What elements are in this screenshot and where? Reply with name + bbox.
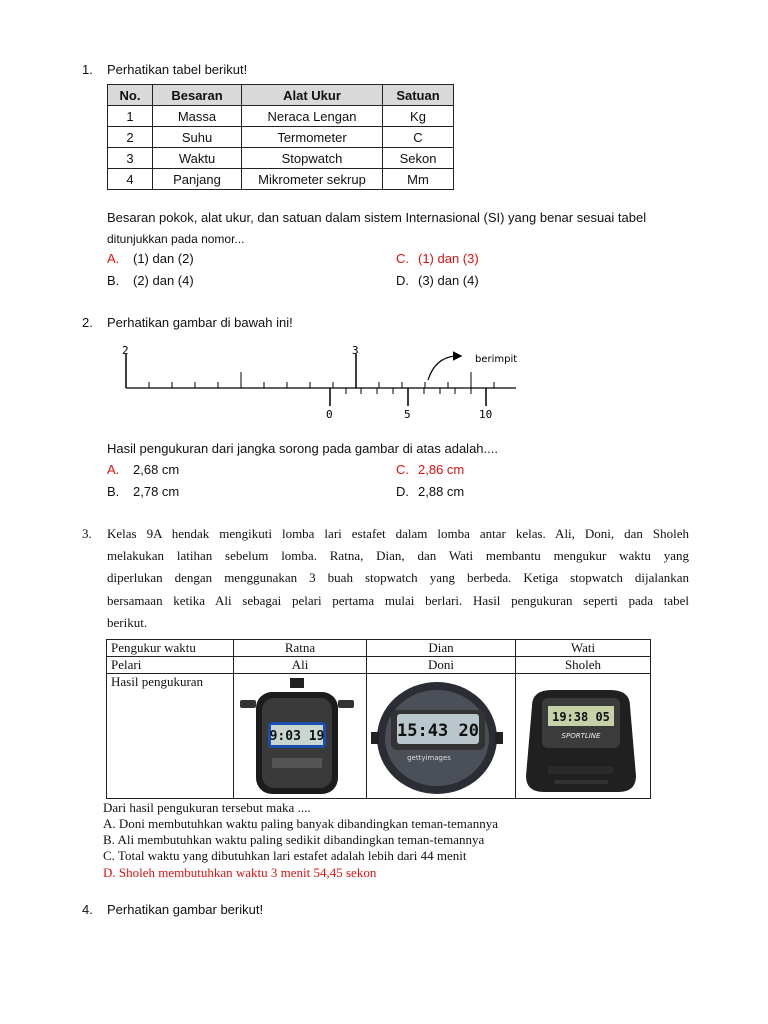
table-row	[108, 169, 454, 190]
q3-para-line: Kelas 9A hendak mengikuti lomba lari estafet dalam lomba antar kelas. Ali, Doni, dan Sholeh	[107, 526, 689, 541]
table-cell: Termometer	[242, 127, 383, 148]
runner-doni: Doni	[367, 657, 516, 674]
q2-number: 2.	[82, 315, 93, 330]
table-row	[107, 657, 651, 674]
display-dian: 15:43 20	[397, 721, 479, 741]
q3-option-c[interactable]: C. Total waktu yang dibutuhkan lari estafet adalah lebih dari 44 menit	[103, 848, 467, 863]
q3-lead: Dari hasil pengukuran tersebut maka ....	[103, 800, 311, 815]
vernier-caliper-diagram	[110, 340, 530, 424]
q2-option-c[interactable]: 2,86 cm	[418, 462, 465, 477]
q1-header-no: No.	[108, 85, 153, 106]
q1-number: 1.	[82, 62, 93, 77]
q1-option-d-letter[interactable]: D.	[396, 273, 409, 288]
q1-option-c-letter[interactable]: C.	[396, 251, 409, 266]
measurer-wati: Wati	[516, 640, 651, 657]
measurer-dian: Dian	[367, 640, 516, 657]
label-vernier-5: 5	[404, 408, 411, 421]
table-cell: 2	[108, 127, 153, 148]
label-berimpit: berimpit	[475, 354, 518, 365]
table-row	[108, 148, 454, 169]
table-cell: Panjang	[153, 169, 242, 190]
q1-question-line1: Besaran pokok, alat ukur, dan satuan dalam sistem Internasional (SI) yang benar sesuai tabel	[107, 210, 647, 225]
table-row	[108, 127, 454, 148]
label-vernier-0: 0	[326, 408, 333, 421]
q2-option-b-letter[interactable]: B.	[107, 484, 120, 499]
q1-table	[107, 84, 454, 190]
row-label-pengukur: Pengukur waktu	[107, 640, 234, 657]
q3-option-b[interactable]: B. Ali membutuhkan waktu paling sedikit dibandingkan teman-temannya	[103, 832, 485, 847]
q2-option-d[interactable]: 2,88 cm	[418, 484, 465, 499]
table-cell: Neraca Lengan	[242, 106, 383, 127]
q1-option-c[interactable]: (1) dan (3)	[418, 251, 479, 266]
row-label-pelari: Pelari	[107, 657, 234, 674]
table-cell: Waktu	[153, 148, 242, 169]
q1-question-line2: ditunjukkan pada nomor...	[107, 232, 245, 246]
measurer-ratna: Ratna	[234, 640, 367, 657]
q1-option-b-letter[interactable]: B.	[107, 273, 120, 288]
display-wati: 19:38 05	[552, 710, 610, 724]
runner-sholeh: Sholeh	[516, 657, 651, 674]
table-row	[108, 106, 454, 127]
q3-table	[106, 639, 651, 799]
brand-sportline: SPORTLINE	[561, 732, 601, 740]
q1-table-header	[108, 85, 454, 106]
table-cell: Kg	[383, 106, 454, 127]
table-cell: Mikrometer sekrup	[242, 169, 383, 190]
display-ratna: 9:03 19	[269, 729, 325, 744]
q3-number: 3.	[82, 526, 92, 541]
stopwatch-dian	[369, 676, 509, 800]
table-cell: Massa	[153, 106, 242, 127]
table-cell: 3	[108, 148, 153, 169]
q3-option-a[interactable]: A. Doni membutuhkan waktu paling banyak dibandingkan teman-temannya	[103, 816, 498, 831]
label-main-2: 2	[122, 344, 129, 357]
q2-option-a[interactable]: 2,68 cm	[133, 462, 180, 477]
berimpit-arrow	[428, 356, 455, 380]
q2-question: Hasil pengukuran dari jangka sorong pada gambar di atas adalah....	[107, 441, 498, 456]
runner-ali: Ali	[234, 657, 367, 674]
q2-option-a-letter[interactable]: A.	[107, 462, 120, 477]
q2-option-d-letter[interactable]: D.	[396, 484, 409, 499]
table-cell: Sekon	[383, 148, 454, 169]
q2-prompt: Perhatikan gambar di bawah ini!	[107, 315, 293, 330]
table-cell: Suhu	[153, 127, 242, 148]
label-main-3: 3	[352, 344, 359, 357]
q2-option-b[interactable]: 2,78 cm	[133, 484, 180, 499]
q3-para-line: berikut.	[107, 615, 148, 630]
table-cell: 4	[108, 169, 153, 190]
q1-prompt: Perhatikan tabel berikut!	[107, 62, 248, 77]
q2-option-c-letter[interactable]: C.	[396, 462, 409, 477]
stopwatch-cell-ratna	[234, 674, 367, 799]
label-vernier-10: 10	[479, 408, 493, 421]
q1-option-d[interactable]: (3) dan (4)	[418, 273, 479, 288]
q3-para-line: diperlukan dengan menggunakan 3 buah stopwatch yang berbeda. Ketiga stopwatch dijalankan	[107, 570, 689, 585]
q1-header-satuan: Satuan	[383, 85, 454, 106]
table-cell: Mm	[383, 169, 454, 190]
table-cell: Stopwatch	[242, 148, 383, 169]
q3-para-line: melakukan latihan sebelum lomba. Ratna, Dian, dan Wati membantu mengukur waktu yang	[107, 548, 689, 563]
table-row	[107, 674, 651, 799]
table-cell: C	[383, 127, 454, 148]
q1-header-alat: Alat Ukur	[242, 85, 383, 106]
watermark-gettyimages: gettyimages	[407, 754, 451, 762]
stopwatch-cell-wati	[516, 674, 651, 799]
q1-option-a[interactable]: (1) dan (2)	[133, 251, 194, 266]
q4-number: 4.	[82, 902, 93, 917]
q1-header-besaran: Besaran	[153, 85, 242, 106]
stopwatch-ratna	[238, 676, 362, 800]
stopwatch-cell-dian	[367, 674, 516, 799]
q3-para-line: bersamaan ketika Ali sebagai pelari pertama mulai berlari. Hasil pengukuran seperti pada tabel	[107, 593, 689, 608]
q4-prompt: Perhatikan gambar berikut!	[107, 902, 264, 917]
q1-option-a-letter[interactable]: A.	[107, 251, 120, 266]
q1-option-b[interactable]: (2) dan (4)	[133, 273, 194, 288]
stopwatch-wati	[518, 676, 644, 800]
q3-option-d[interactable]: D. Sholeh membutuhkan waktu 3 menit 54,45 sekon	[103, 865, 377, 880]
table-cell: 1	[108, 106, 153, 127]
table-row	[107, 640, 651, 657]
row-label-hasil: Hasil pengukuran	[107, 674, 234, 799]
